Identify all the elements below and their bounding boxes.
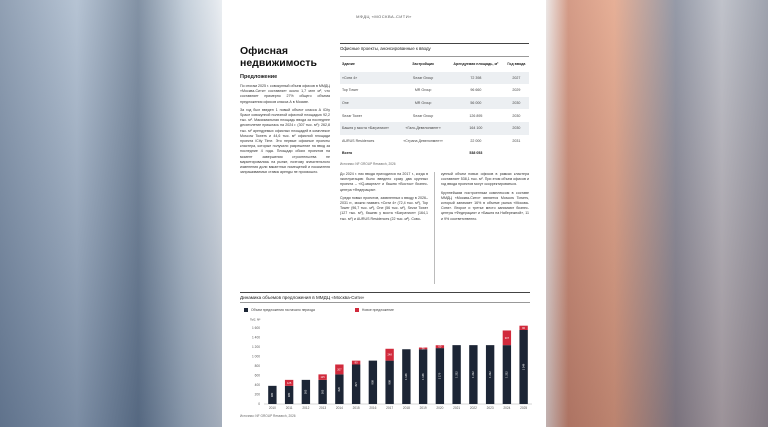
supply-chart [236, 316, 536, 412]
document-page [222, 0, 546, 427]
x-tick-label: 2013 [319, 406, 327, 410]
col-header: Арендуемая площадь, м² [453, 62, 499, 66]
total-label: Всего [342, 151, 353, 156]
table-source: Источник: NF GROUP Research, 2026 [340, 161, 396, 166]
table-cell: Башня у моста «Багратион» [340, 122, 398, 135]
legend-item [244, 308, 315, 312]
x-tick-label: 2019 [419, 406, 427, 410]
bar-base-label: 1 232 [455, 371, 459, 378]
bar-new-label: 90 [522, 326, 526, 330]
y-axis-label: тыс. м² [250, 317, 261, 322]
background-left [0, 0, 222, 427]
bar-new-label: 60 [438, 345, 442, 349]
page-header: МФДЦ «МОСКВА-СИТИ» [356, 14, 412, 19]
bar-base-label: 1 232 [472, 371, 476, 378]
chart-title: Динамика объемов предложения в ММДЦ «Москва-Сити» [240, 292, 530, 303]
table-row [340, 135, 529, 148]
y-tick-label: 1 600 [252, 325, 260, 330]
bar-new-label: 36 [421, 347, 425, 351]
text-column-3 [441, 172, 529, 225]
bar-new-label: 115 [320, 376, 325, 380]
legend-label: Новое предложение [361, 308, 394, 312]
bar-base-label: 505 [304, 389, 308, 395]
x-tick-label: 2010 [268, 406, 276, 410]
x-tick-label: 2024 [503, 406, 511, 410]
bar-new-label: 125 [286, 381, 292, 385]
x-tick-label: 2015 [352, 406, 360, 410]
paragraph: По итогам 2025 г. совокупный объем офисов в ММДЦ «Москва-Сити» составляет около 1,7 млн м², что составляет примерно 27% общего объема предложения офисов класса А в Москве. [240, 84, 330, 104]
col-header: Год ввода [507, 62, 526, 66]
x-tick-label: 2020 [436, 406, 444, 410]
table-cell: 72 398 [448, 72, 504, 85]
table-cell: 2027 [504, 72, 529, 85]
table-cell: «Сити 4» [340, 72, 398, 85]
table-cell: Sezar Tower [342, 113, 362, 118]
table-cell: 2030 [504, 97, 529, 110]
title-line: Офисная [240, 45, 288, 57]
y-tick-label: 200 [254, 392, 260, 397]
legend-swatch [355, 308, 359, 312]
bar-base-label: 1 232 [505, 371, 509, 378]
table-cell: One [340, 97, 398, 110]
table-cell: 56 000 [448, 97, 504, 110]
bar-base-label: 1 170 [438, 372, 442, 380]
y-tick-label: 600 [254, 373, 260, 378]
paragraph: До 2024 г. пик ввода приходился на 2017 г., когда в эксплуатацию было введено сразу два крупных проекта – «IQ-квартал» и башня «Восток» бизнес-центра «Федерация». [340, 172, 428, 192]
x-tick-label: 2025 [520, 406, 528, 410]
y-tick-label: 800 [254, 363, 260, 368]
column-divider [434, 172, 435, 284]
bar-base-label: 380 [287, 392, 291, 398]
y-tick-label: 1 200 [252, 344, 260, 349]
paragraph: купный объем новых офисов в рамках кластера составляет 538,1 тыс. м². При этом объем офисов и год ввода проектов могут скорректироваться. [441, 172, 529, 187]
legend-swatch [244, 308, 248, 312]
x-tick-label: 2021 [453, 406, 461, 410]
x-tick-label: 2023 [486, 406, 494, 410]
x-tick-label: 2012 [302, 406, 310, 410]
background-right [546, 0, 768, 427]
y-tick-label: 400 [254, 383, 260, 388]
table-cell: 2029 [512, 88, 521, 93]
subsection-title: Предложение [240, 74, 278, 80]
y-tick-label: 1 000 [252, 354, 260, 359]
bar-base-label: 908 [388, 380, 392, 385]
legend-label: Объем предложения на начало периода [251, 308, 315, 312]
total-row [340, 147, 529, 160]
y-tick-label: 1 400 [252, 335, 260, 340]
table-cell: 22 000 [470, 138, 482, 143]
bar-base-label: 620 [338, 387, 342, 392]
section-title [240, 45, 317, 69]
table-cell: MR Group [398, 97, 448, 110]
table-row [340, 97, 529, 110]
x-tick-label: 2022 [469, 406, 477, 410]
projects-table [340, 43, 529, 166]
table-cell: Top Tower [342, 88, 359, 93]
bar-base-label: 1 232 [488, 371, 492, 378]
x-tick-label: 2014 [335, 406, 343, 410]
title-line: недвижимость [240, 57, 317, 69]
total-value: 538 053 [469, 151, 483, 156]
legend-item [355, 308, 394, 312]
table-cell: 126 895 [469, 113, 483, 118]
bar-new-label: 80 [354, 361, 358, 365]
text-column-1 [240, 84, 330, 178]
table-cell: 2031 [512, 138, 521, 143]
bar-base-label: 1 146 [421, 373, 425, 380]
paragraph: За год был введен 1 новый объект класса А iCity Space совокупной полезной офисной площадью 92,2 тыс. м². Максимальная площадь ввода за последнее десятилетие пришлась на 2024 г. (307 тыс. м²): 262,8 тыс. м² арендуемых офисных площадей в комплексе Moscow Towers и 44,6 тыс. м² офисной площади проекта iCity Time. Это первые офисные проекты кластера, которые получили разрешение на ввод за последние 4 года. Площади обоих проектов на момент завершения строительства не маркетировались на рынке, поэтому значительного изменения доли вакантных помещений и показателя запрашиваемых ставок аренды не произошло. [240, 107, 330, 175]
paragraph: Среди новых проектов, заявленных к вводу в 2026–2031 гг., можно назвать «Сити 4» (72,4 тыс. м²), Top Tower (96,7 тыс. м²), One (56 тыс. м²), Sezar Tower (127 тыс. м²), башню у моста «Багратион» (164,1 тыс. м²) и AURUS Residences (22 тыс. м²). Сово- [340, 195, 428, 221]
table-cell: «Страна Девелопмент» [403, 138, 443, 143]
table-row [340, 72, 529, 85]
table-row [340, 84, 529, 97]
table-cell: Sezar Group [412, 113, 434, 118]
chart-source: Источник: NF GROUP Research, 2026 [240, 414, 296, 418]
bar-base-label: 908 [371, 380, 375, 385]
table-cell: AURUS Residences [342, 138, 375, 143]
bar-base-label: 1 146 [405, 373, 409, 380]
table-cell: 2030 [512, 113, 521, 118]
paragraph: Крупнейшим построенным комплексом в составе ММДЦ «Москва-Сити» является Moscow Towers, который занимает 16% в объеме рынка «Москва-Сити». Второе и третье место занимают бизнес-центры «Федерация» и «Башня на Набережной», 11 и 9% соответственно. [441, 190, 529, 221]
bar-base-label: 1 549 [522, 363, 526, 371]
table-cell: MR Group [414, 88, 432, 93]
chart-legend [244, 308, 394, 312]
bar-new-label: 207 [337, 368, 342, 372]
table-cell: Sezar Group [398, 72, 448, 85]
bar-new-label: 307 [504, 336, 510, 340]
bar-base-label: 505 [321, 389, 325, 395]
col-header: Застройщик [412, 62, 434, 66]
table-row [340, 122, 529, 135]
x-tick-label: 2016 [369, 406, 377, 410]
x-tick-label: 2017 [386, 406, 394, 410]
bar-base-label: 380 [271, 392, 275, 398]
table-cell: «Галс-Девелопмент» [398, 122, 448, 135]
bar-new-label: 248 [387, 353, 392, 357]
bar-base-label: 827 [354, 382, 358, 387]
col-header: Здание [342, 62, 355, 66]
x-tick-label: 2011 [285, 406, 293, 410]
table-cell: 164 100 [448, 122, 504, 135]
table-cell: 96 660 [470, 88, 482, 93]
table-caption: Офисные проекты, анонсированные к вводу [340, 44, 529, 57]
table-row [340, 109, 529, 122]
x-tick-label: 2018 [402, 406, 410, 410]
text-column-2 [340, 172, 428, 225]
y-tick-label: 0 [258, 402, 260, 407]
table-cell: 2030 [504, 122, 529, 135]
